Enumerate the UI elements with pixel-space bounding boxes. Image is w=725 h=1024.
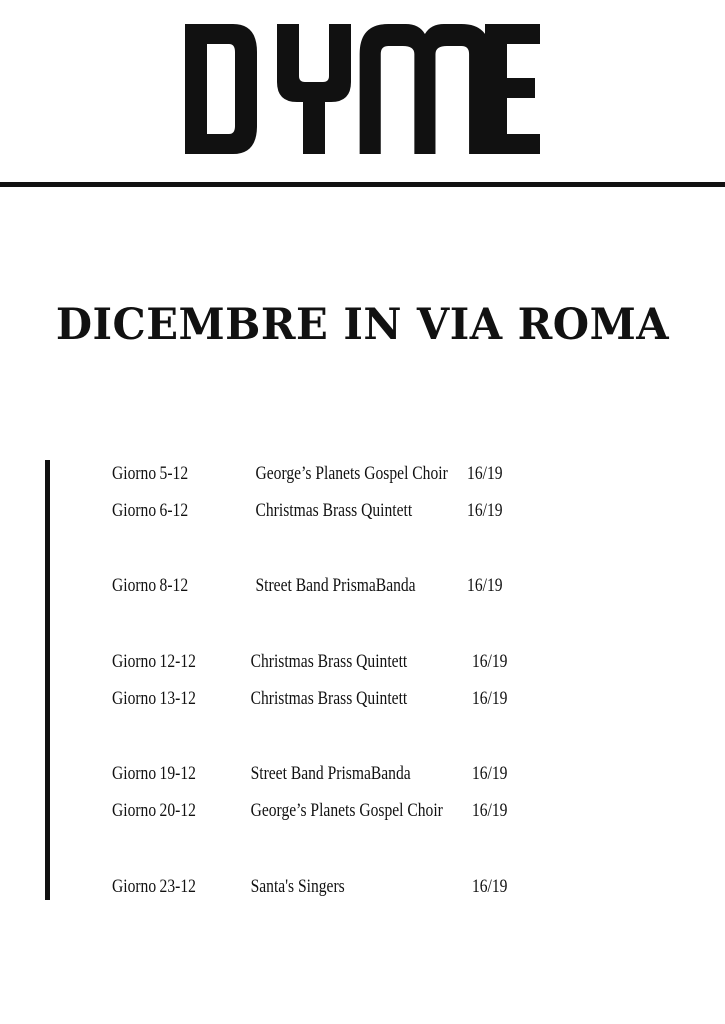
event-time: 16/19 <box>471 876 508 897</box>
event-row <box>112 688 522 712</box>
event-performer: George’s Planets Gospel Choir <box>250 800 443 821</box>
page-title: DICEMBRE IN VIA ROMA <box>55 300 670 350</box>
event-performer: Street Band PrismaBanda <box>255 575 416 596</box>
left-accent-bar <box>45 460 50 900</box>
event-date: 20-12 <box>159 800 196 821</box>
event-performer: Street Band PrismaBanda <box>250 763 411 784</box>
event-date: 13-12 <box>159 688 196 709</box>
event-time: 16/19 <box>467 463 503 484</box>
event-date: 12-12 <box>159 651 196 672</box>
event-date: 6-12 <box>159 500 189 521</box>
event-performer: George’s Planets Gospel Choir <box>255 463 448 484</box>
event-performer: Christmas Brass Quintett <box>255 500 413 521</box>
event-day-label: Giorno <box>112 500 157 521</box>
event-time: 16/19 <box>467 575 503 596</box>
event-performer: Santa's Singers <box>250 876 345 897</box>
event-performer: Christmas Brass Quintett <box>250 651 408 672</box>
event-time: 16/19 <box>471 800 508 821</box>
event-day-label: Giorno <box>112 800 157 821</box>
event-day-label: Giorno <box>112 651 157 672</box>
event-row <box>112 500 522 524</box>
logo <box>185 24 540 154</box>
header-divider <box>0 182 725 187</box>
event-date: 8-12 <box>159 575 189 596</box>
event-time: 16/19 <box>467 500 503 521</box>
event-time: 16/19 <box>471 651 508 672</box>
event-row <box>112 763 522 787</box>
event-time: 16/19 <box>471 688 508 709</box>
event-day-label: Giorno <box>112 876 157 897</box>
event-date: 19-12 <box>159 763 196 784</box>
event-day-label: Giorno <box>112 575 157 596</box>
event-row <box>112 575 522 599</box>
event-row <box>112 876 522 900</box>
event-time: 16/19 <box>471 763 508 784</box>
event-day-label: Giorno <box>112 763 157 784</box>
event-date: 5-12 <box>159 463 189 484</box>
event-row <box>112 800 522 824</box>
event-day-label: Giorno <box>112 688 157 709</box>
event-day-label: Giorno <box>112 463 157 484</box>
event-row <box>112 463 522 487</box>
event-performer: Christmas Brass Quintett <box>250 688 408 709</box>
event-date: 23-12 <box>159 876 196 897</box>
logo-wordmark <box>185 24 540 154</box>
event-row <box>112 651 522 675</box>
